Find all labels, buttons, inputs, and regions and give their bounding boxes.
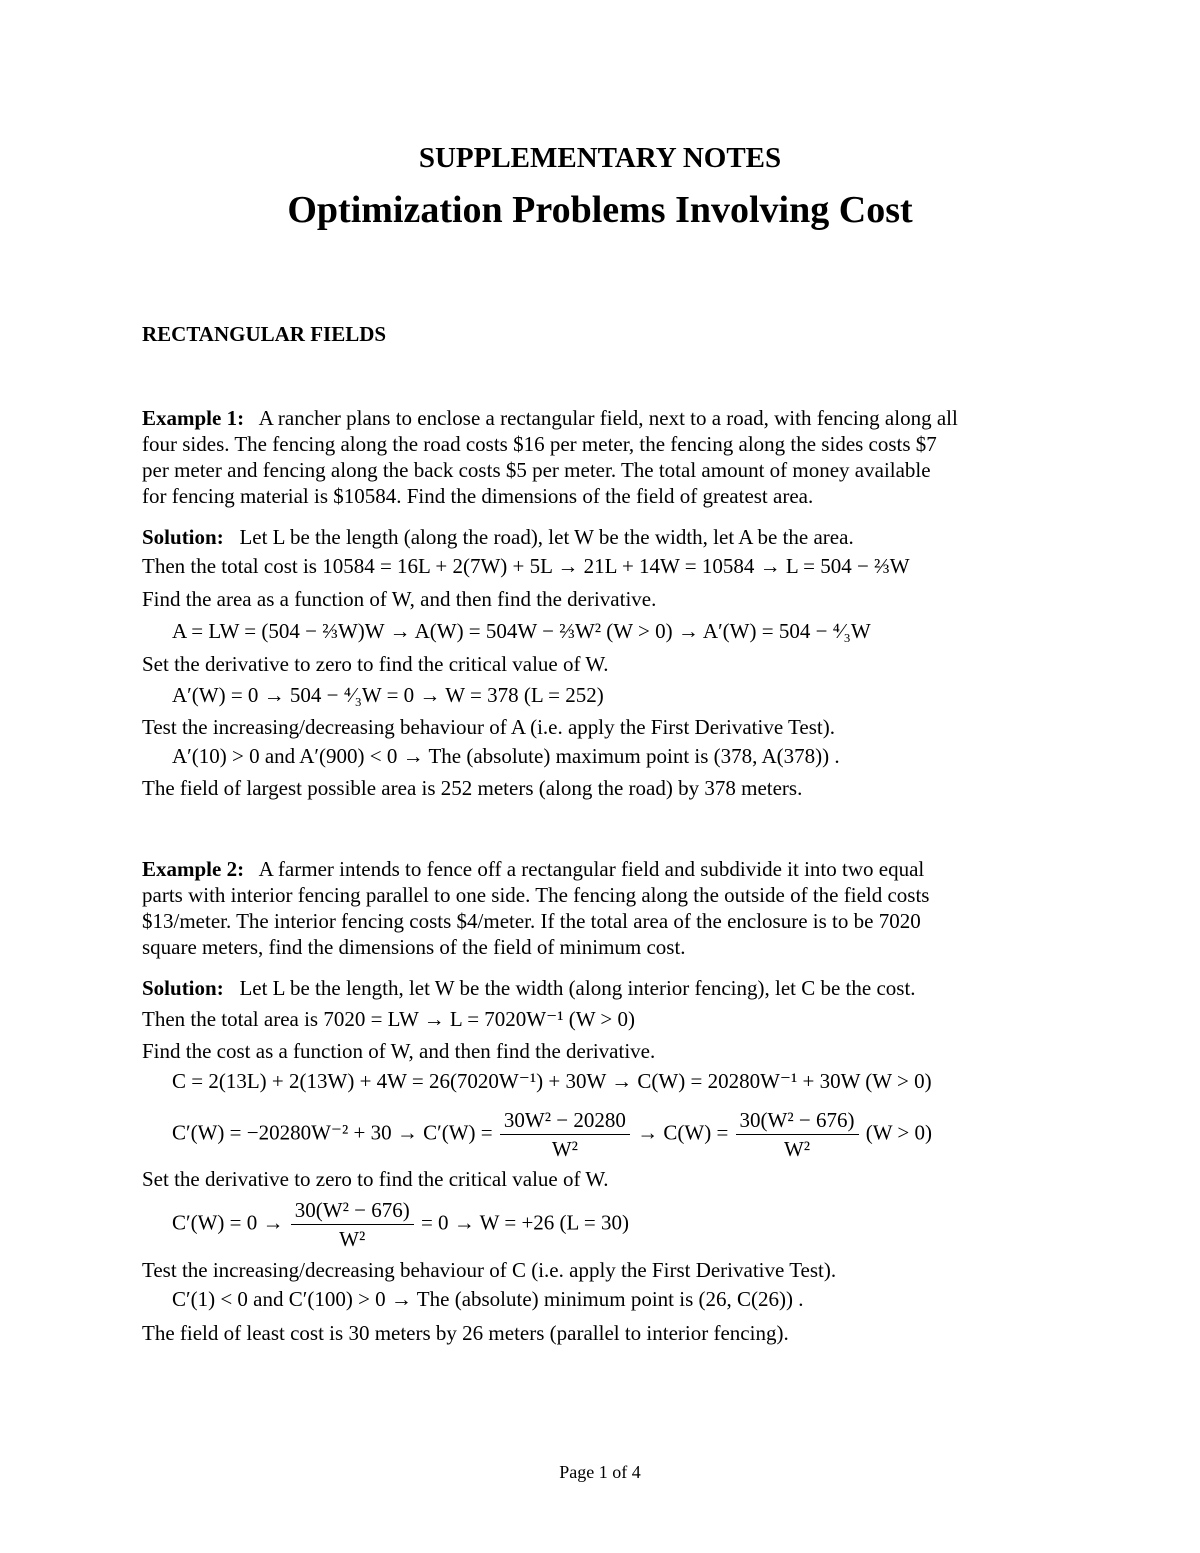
page-number: Page 1 of 4 [559, 1462, 641, 1482]
example1-area-equation: A = LW = (504 − ⅔W)W → A(W) = 504W − ⅔W² (W > 0) → A′(W) = 504 − ⁴⁄₃W [172, 619, 871, 643]
example2-text-cost-function: Find the cost as a function of W, and then find the derivative. [142, 1039, 656, 1063]
example2-label: Example 2: [142, 857, 245, 881]
fraction-derivative: $\frac{\text{30W² − 20280}}{\text{W²}}$ [500, 1106, 630, 1163]
example2-text-test: Test the increasing/decreasing behaviour of C (i.e. apply the First Derivative Test). [142, 1258, 837, 1282]
section-heading: RECTANGULAR FIELDS [142, 322, 387, 346]
fraction-factored: $\frac{\text{30(W² − 676)}}{\text{W²}}$ [736, 1106, 859, 1163]
example1-problem-line-1: Example 1: A rancher plans to enclose a rectangular field, next to a road, with fencing along all [142, 406, 958, 430]
example1-cost-equation: Then the total cost is 10584 = 16L + 2(7W) + 5L → 21L + 14W = 10584 → L = 504 − ⅔W [142, 554, 910, 578]
example1-conclusion: The field of largest possible area is 252 meters (along the road) by 378 meters. [142, 776, 803, 800]
example2-area-equation: Then the total area is 7020 = LW → L = 7020W⁻¹ (W > 0) [142, 1007, 636, 1031]
example1-text-test: Test the increasing/decreasing behaviour of A (i.e. apply the First Derivative Test). [142, 715, 835, 739]
example1-problem-line-2: four sides. The fencing along the road costs $16 per meter, the fencing along the sides costs $7 [142, 432, 937, 456]
example2-problem-line-4: square meters, find the dimensions of the field of minimum cost. [142, 935, 686, 959]
example2-test-result: C′(1) < 0 and C′(100) > 0 → The (absolute) minimum point is (26, C(26)) . [172, 1287, 804, 1311]
example2-derivative-equation: C′(W) = −20280W⁻² + 30 → C′(W) = $\frac{\text{30W² − 20280}}{\text{W²}}$ → C(W) = $\frac{\text{30(W² − 676)}}{\text{W²}}$ (W > 0) [172, 1108, 933, 1161]
example1-solution-label: Solution: [142, 525, 224, 549]
example1-critical-value-equation: A′(W) = 0 → 504 − ⁴⁄₃W = 0 → W = 378 (L = 252) [172, 683, 604, 707]
example1-text-set-derivative: Set the derivative to zero to find the critical value of W. [142, 652, 609, 676]
example1-solution-line-1: Solution: Let L be the length (along the road), let W be the width, let A be the area. [142, 525, 854, 549]
example1-problem-line-4: for fencing material is $10584. Find the dimensions of the field of greatest area. [142, 484, 814, 508]
example2-solution-line-1: Solution: Let L be the length, let W be the width (along interior fencing), let C be the cost. [142, 976, 916, 1000]
example2-critical-value-equation: C′(W) = 0 → $\frac{\text{30(W² − 676)}}{\text{W²}}$ = 0 → W = +26 (L = 30) [172, 1198, 629, 1251]
supertitle: SUPPLEMENTARY NOTES [418, 142, 782, 174]
example2-problem-line-3: $13/meter. The interior fencing costs $4/meter. If the total area of the enclosure is to be 7020 [142, 909, 921, 933]
example2-conclusion: The field of least cost is 30 meters by 26 meters (parallel to interior fencing). [142, 1321, 789, 1345]
example1-problem-line-3: per meter and fencing along the back costs $5 per meter. The total amount of money available [142, 458, 931, 482]
page-title: Optimization Problems Involving Cost [287, 189, 913, 231]
example2-problem-line-2: parts with interior fencing parallel to one side. The fencing along the outside of the field costs [142, 883, 930, 907]
example2-cost-equation: C = 2(13L) + 2(13W) + 4W = 26(7020W⁻¹) + 30W → C(W) = 20280W⁻¹ + 30W (W > 0) [172, 1069, 932, 1093]
example1-test-result: A′(10) > 0 and A′(900) < 0 → The (absolute) maximum point is (378, A(378)) . [172, 744, 840, 768]
example1-text-area-function: Find the area as a function of W, and then find the derivative. [142, 587, 657, 611]
fraction-critical: $\frac{\text{30(W² − 676)}}{\text{W²}}$ [291, 1196, 414, 1253]
example2-text-set-derivative: Set the derivative to zero to find the critical value of W. [142, 1167, 609, 1191]
example2-solution-label: Solution: [142, 976, 224, 1000]
example1-label: Example 1: [142, 406, 245, 430]
example2-problem-line-1: Example 2: A farmer intends to fence off a rectangular field and subdivide it into two equal [142, 857, 925, 881]
